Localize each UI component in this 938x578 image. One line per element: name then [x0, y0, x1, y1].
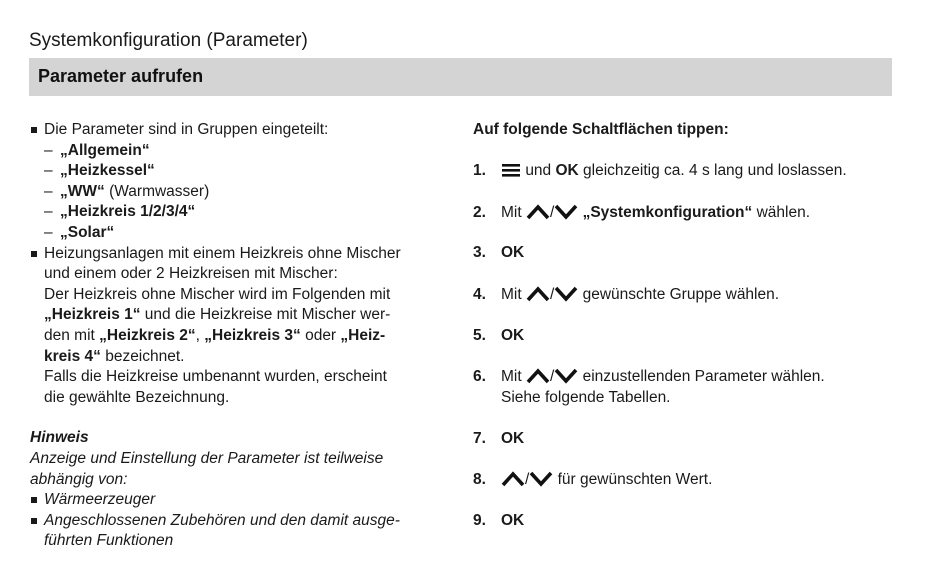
step-5: 5. OK: [473, 327, 525, 344]
steps-heading: Auf folgende Schaltflächen tippen:: [473, 121, 729, 138]
right-column: [473, 120, 913, 529]
group-item: – „Solar“: [44, 223, 115, 241]
arrow-down-icon: [529, 471, 553, 487]
bullet-groups: [30, 120, 450, 141]
arrow-down-icon: [554, 286, 578, 302]
step-3: 3. OK: [473, 244, 525, 261]
step-1: 1. und OK gleichzeitig ca. 4 s lang und loslassen.: [473, 162, 847, 179]
group-item: – „Heizkreis 1/2/3/4“: [44, 203, 196, 221]
arrow-down-icon: [554, 204, 578, 220]
bullet-text: Heizungsanlagen mit einem Heizkreis ohne Mischer und einem oder 2 Heizkreisen mit Mischer: Der Heizkreis ohne Mischer wird im Folgenden mit „Heizkreis 1“ und die Heizkreise mit Mischer wer- den mit „Heizkreis 2“, „Heizkreis 3“ oder „Heiz- kreis 4“ bezeichnet. Falls die Heizkreise umbenannt wurden, erscheint die gewählte Bezeichnung.: [44, 244, 401, 406]
bullet-text: Die Parameter sind in Gruppen eingeteilt:: [44, 121, 329, 138]
step-7: 7. OK: [473, 430, 525, 447]
step-4: 4. Mit / gewünschte Gruppe wählen.: [473, 286, 780, 303]
step-6: 6. Mit / einzustellenden Parameter wählen. Siehe folgende Tabellen.: [473, 368, 825, 406]
step-9: 9. OK: [473, 512, 525, 529]
menu-icon: [501, 162, 521, 178]
step-8: 8. / für gewünschten Wert.: [473, 471, 713, 488]
step-2: 2. Mit / „Systemkonfiguration“ wählen.: [473, 204, 810, 221]
section-title: Parameter aufrufen: [38, 66, 204, 86]
arrow-down-icon: [554, 368, 578, 384]
hint-item: Angeschlossenen Zubehören und den damit ausge- führten Funktionen: [30, 511, 450, 552]
bullet-heating-circuits: [30, 244, 450, 409]
arrow-up-icon: [526, 286, 550, 302]
hint-title: Hinweis: [30, 429, 89, 447]
group-item: – „Heizkessel“: [44, 162, 155, 180]
arrow-up-icon: [526, 204, 550, 220]
arrow-up-icon: [501, 471, 525, 487]
group-list: [30, 141, 450, 244]
bullet-marker: [30, 120, 44, 141]
group-item: – „WW“ (Warmwasser): [44, 182, 210, 200]
hint-item: Wärmeerzeuger: [30, 490, 450, 511]
section-header: [29, 58, 892, 96]
arrow-up-icon: [526, 368, 550, 384]
bullet-marker: [30, 244, 44, 409]
page-title: Systemkonfiguration (Parameter): [29, 30, 308, 51]
hint-block: Hinweis Anzeige und Einstellung der Parameter ist teilweise abhängig von: Wärmeerzeuger Angeschlossenen Zubehören und den damit ausge- führten Funktionen: [30, 428, 450, 552]
group-item: – „Allgemein“: [44, 141, 150, 159]
left-column: [30, 120, 450, 552]
